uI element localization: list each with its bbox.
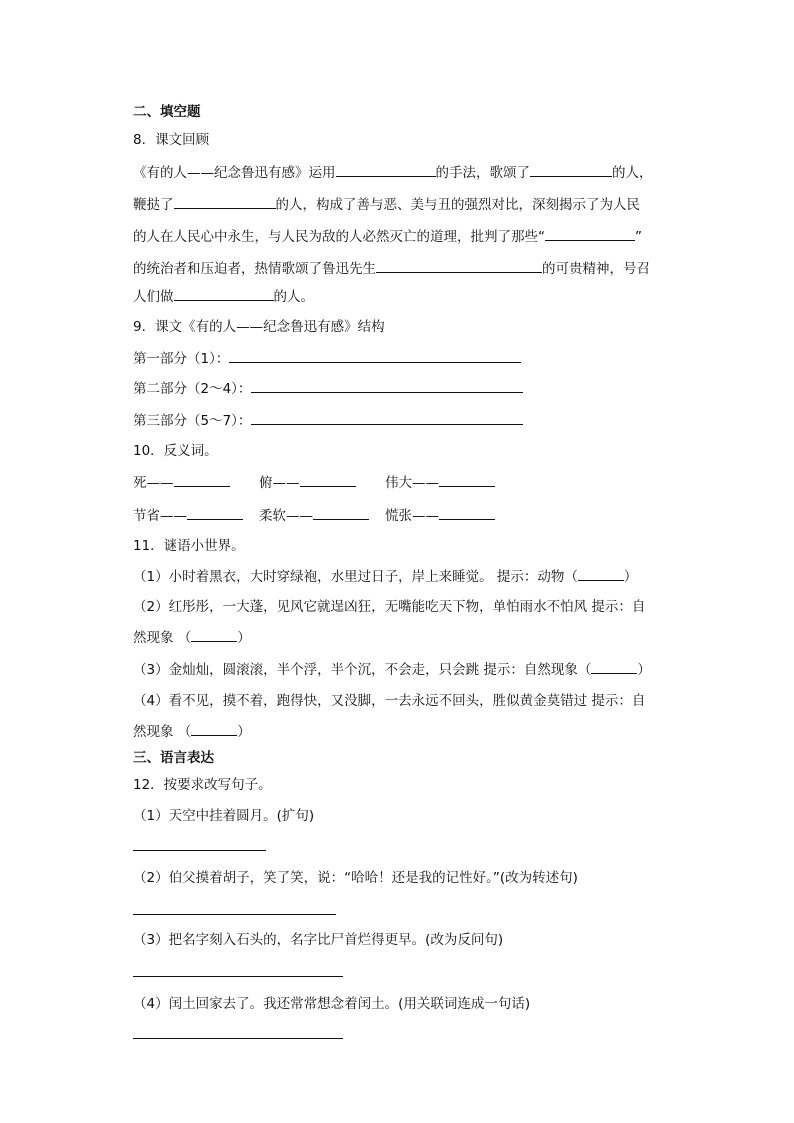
antonym-item: [385, 472, 495, 493]
riddle-2-line-2: [133, 627, 251, 648]
q8-text: 的可贵精神，号召: [542, 261, 650, 277]
q9-part-2: [133, 378, 523, 399]
q8-text: 的统治者和压迫者，热情歌颂了鲁迅先生: [133, 261, 376, 277]
answer-blank[interactable]: [251, 378, 523, 393]
antonym-item: [385, 505, 495, 526]
riddle-text: 然现象 （: [133, 724, 192, 740]
rewrite-1-answer-line[interactable]: [133, 850, 266, 851]
answer-blank[interactable]: [313, 505, 369, 520]
antonym-word: 慌张——: [385, 508, 439, 524]
antonym-item: [133, 472, 230, 493]
q8-text: 的人。: [273, 289, 314, 305]
question-8-title: 8．课文回顾: [133, 132, 210, 148]
riddle-1: [133, 566, 637, 587]
riddle-close: ）: [623, 569, 638, 585]
q8-text: 鞭挞了: [133, 197, 174, 213]
answer-blank[interactable]: [229, 348, 521, 363]
answer-blank[interactable]: [530, 162, 612, 177]
answer-blank[interactable]: [187, 505, 243, 520]
antonym-item: [259, 505, 369, 526]
answer-blank[interactable]: [376, 258, 542, 273]
q9-part-3: [133, 410, 523, 431]
antonym-word: 柔软——: [259, 508, 313, 524]
q8-text: 《有的人——纪念鲁迅有感》运用: [133, 165, 336, 181]
riddle-close: ）: [237, 630, 251, 646]
rewrite-3-prompt: （3）把名字刻入石头的，名字比尸首烂得更早。(改为反问句): [133, 932, 504, 948]
answer-blank[interactable]: [439, 505, 495, 520]
antonym-word: 俯——: [259, 475, 300, 491]
answer-blank[interactable]: [174, 194, 276, 209]
antonym-item: [133, 505, 243, 526]
answer-blank[interactable]: [578, 566, 624, 581]
riddle-4-line-2: [133, 721, 251, 742]
riddle-2-line-1: （2）红彤彤，一大蓬，见风它就逞凶狂，无嘴能吃天下物，单怕雨水不怕风 提示：自: [133, 599, 646, 615]
answer-blank[interactable]: [545, 226, 635, 241]
rewrite-4-prompt: （4）闰土回家去了。我还常常想念着闰土。(用关联词连成一句话): [133, 996, 531, 1012]
question-9-title: 9．课文《有的人——纪念鲁迅有感》结构: [133, 319, 385, 335]
rewrite-3-answer-line[interactable]: [133, 976, 343, 977]
q8-text: 的人，构成了善与恶、美与丑的强烈对比，深刻揭示了为人民: [275, 197, 640, 213]
riddle-text: 然现象 （: [133, 630, 192, 646]
riddle-close: ）: [637, 662, 651, 678]
riddle-close: ）: [237, 724, 251, 740]
riddle-text: （1）小时着黑衣，大时穿绿袍，水里过日子，岸上来睡觉。 提示：动物（: [133, 569, 578, 585]
q9-part-label: 第二部分（2～4）：: [133, 381, 252, 397]
question-8-line-4: [133, 258, 650, 279]
q9-part-1: [133, 348, 521, 369]
answer-blank[interactable]: [191, 721, 237, 736]
question-8-line-5: [133, 286, 314, 307]
rewrite-1-prompt: （1）天空中挂着圆月。(扩句): [133, 808, 315, 824]
q8-text: ”: [635, 229, 642, 245]
q8-text: 的手法，歌颂了: [435, 165, 530, 181]
question-8-line-1: [133, 162, 653, 183]
q9-part-label: 第三部分（5～7）：: [133, 413, 252, 429]
q9-part-label: 第一部分（1）：: [133, 351, 230, 367]
question-10-title: 10．反义词。: [133, 443, 218, 459]
antonym-word: 死——: [133, 475, 174, 491]
riddle-3: [133, 659, 651, 680]
question-8-line-2: [133, 194, 640, 215]
antonym-word: 节省——: [133, 508, 187, 524]
question-8-line-3: [133, 226, 642, 247]
answer-blank[interactable]: [174, 286, 274, 301]
antonym-item: [259, 472, 356, 493]
question-11-title: 11．谜语小世界。: [133, 538, 245, 554]
answer-blank[interactable]: [336, 162, 436, 177]
section-title-language-expression: 三、语言表达: [133, 750, 214, 766]
antonym-word: 伟大——: [385, 475, 439, 491]
rewrite-2-prompt: （2）伯父摸着胡子，笑了笑，说：“哈哈！还是我的记性好。”(改为转述句): [133, 870, 578, 886]
rewrite-2-answer-line[interactable]: [133, 914, 336, 915]
riddle-text: （3）金灿灿，圆滚滚，半个浮，半个沉，不会走，只会跳 提示：自然现象（: [133, 662, 592, 678]
answer-blank[interactable]: [251, 410, 523, 425]
q8-text: 人们做: [133, 289, 174, 305]
answer-blank[interactable]: [191, 627, 237, 642]
answer-blank[interactable]: [591, 659, 637, 674]
question-12-title: 12．按要求改写句子。: [133, 777, 272, 793]
q8-text: 的人，: [612, 165, 653, 181]
answer-blank[interactable]: [174, 472, 230, 487]
section-title-fill-in: 二、填空题: [133, 104, 201, 120]
rewrite-4-answer-line[interactable]: [133, 1038, 343, 1039]
riddle-4-line-1: （4）看不见，摸不着，跑得快，又没脚，一去永远不回头，胜似黄金莫错过 提示：自: [133, 693, 646, 709]
answer-blank[interactable]: [439, 472, 495, 487]
answer-blank[interactable]: [300, 472, 356, 487]
q8-text: 的人在人民心中永生，与人民为敌的人必然灭亡的道理，批判了那些“: [133, 229, 545, 245]
